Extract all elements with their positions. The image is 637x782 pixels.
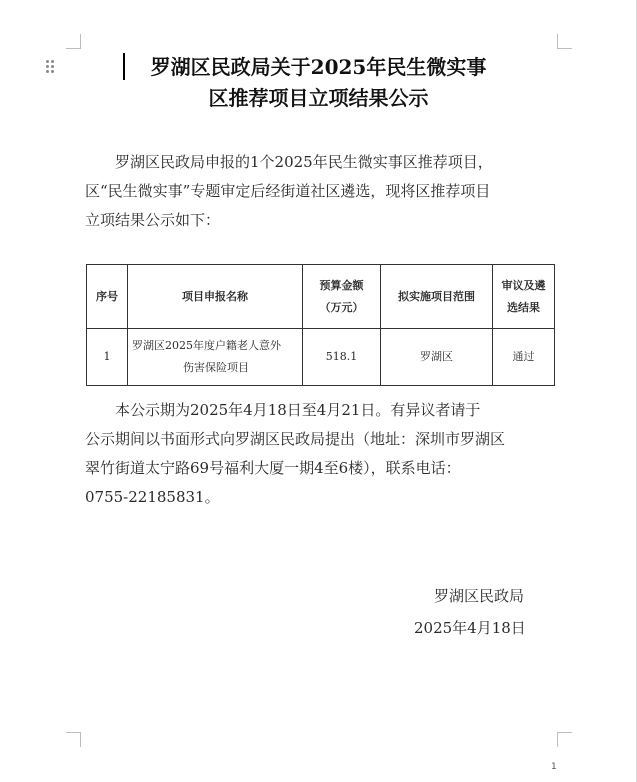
margin-corner-top-left [66,34,81,49]
cell-project-name-line-2: 伤害保险项目 [183,361,249,374]
margin-corner-bottom-right [557,732,572,747]
document-title[interactable] [80,52,557,114]
notice-line-2: 公示期间以书面形式向罗湖区民政局提出（地址：深圳市罗湖区 [85,430,506,448]
cell-budget: 518.1 [303,329,381,386]
cell-project-name [128,329,303,386]
table-row [87,329,555,386]
table-header-row [87,265,555,329]
intro-line-3: 立项结果公示如下： [85,211,221,229]
header-budget-line-1: 预算金额 [319,278,364,292]
signature-date[interactable]: 2025年4月18日 [414,619,526,637]
notice-line-4: 0755-22185831。 [85,488,220,506]
header-project-name: 项目申报名称 [128,265,303,329]
notice-line-3: 翠竹街道太宁路69号福利大厦一期4至6楼），联系电话： [85,459,461,477]
header-index: 序号 [87,265,128,329]
drag-dot [46,70,49,73]
header-result [493,265,555,329]
notice-paragraph[interactable] [85,396,553,512]
notice-line-1: 本公示期为2025年4月18日至4月21日。有异议者请于 [115,401,481,419]
header-scope: 拟实施项目范围 [381,265,493,329]
cell-scope: 罗湖区 [381,329,493,386]
intro-line-2: 区“民生微实事”专题审定后经街道社区遴选，现将区推荐项目 [85,182,491,200]
cell-project-name-line-1: 罗湖区2025年度户籍老人意外 [132,339,281,352]
drag-dot [51,65,54,68]
intro-paragraph[interactable] [85,148,553,235]
cell-result: 通过 [493,329,555,386]
project-table[interactable] [86,264,555,386]
drag-dot [46,60,49,63]
title-line-2: 区推荐项目立项结果公示 [208,86,429,110]
drag-dot [51,70,54,73]
header-result-line-2: 选结果 [507,300,540,314]
drag-dot [46,65,49,68]
header-budget-line-2: （万元） [319,300,364,314]
page-number: 1 [551,762,557,772]
title-line-1: 罗湖区民政局关于2025年民生微实事 [150,55,487,79]
header-budget [303,265,381,329]
margin-corner-bottom-left [66,732,81,747]
signature-org[interactable]: 罗湖区民政局 [434,587,525,605]
drag-dot [51,60,54,63]
header-result-line-1: 审议及遴 [501,278,546,292]
margin-corner-top-right [557,34,572,49]
intro-line-1: 罗湖区民政局申报的1个2025年民生微实事区推荐项目， [115,153,493,171]
cell-index: 1 [87,329,128,386]
drag-handle-icon[interactable] [46,60,56,74]
